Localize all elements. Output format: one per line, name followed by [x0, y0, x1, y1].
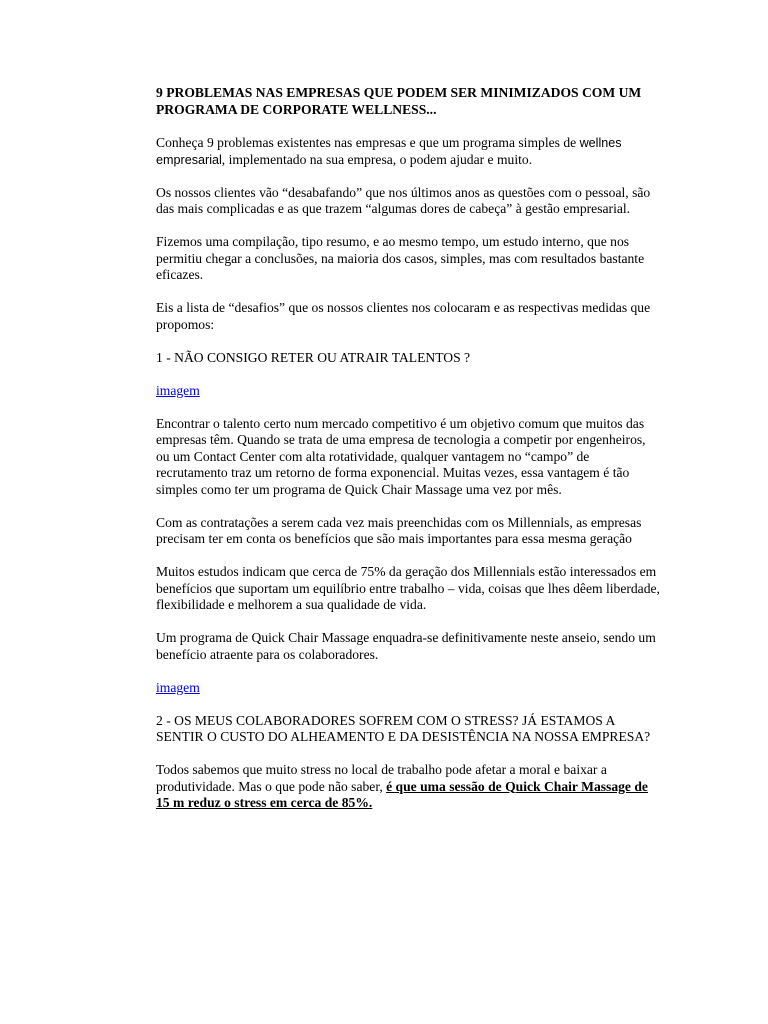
intro-paragraph	[156, 135, 661, 168]
intro-text-after: , implementado na sua empresa, o podem ajudar e muito.	[221, 151, 533, 167]
section-1-heading: 1 - NÃO CONSIGO RETER OU ATRAIR TALENTOS ?	[156, 349, 471, 365]
section-1-paragraph-1: Encontrar o talento certo num mercado competitivo é um objetivo comum que muitos das empresas têm. Quando se trata de uma empresa de tecnologia a competir por engenheiros, ou um Contact Center com alta rotatividade, qualquer vantagem no “campo” de recrutamento traz um retorno de forma exponencial. Muitas vezes, essa vantagem é tão simples como ter um programa de Quick Chair Massage uma vez por mês.	[156, 415, 646, 497]
section-2-text-before: Todos sabemos que muito stress no local de trabalho pode afetar a moral e baixar a produtividade. Mas o que pode não saber,	[156, 762, 607, 794]
document-page	[156, 85, 661, 828]
section-1-paragraph-3: Muitos estudos indicam que cerca de 75% da geração dos Millennials estão interessados em benefícios que suportam um equilíbrio entre trabalho – vida, coisas que lhes dêem liberdade, flexibilidade e melhorem a sua qualidade de vida.	[156, 564, 660, 612]
section-1-image-link-wrapper	[156, 383, 661, 400]
intro-text-before: Conheça 9 problemas existentes nas empresas e que um programa simples de	[156, 135, 580, 150]
section-2-heading: 2 - OS MEUS COLABORADORES SOFREM COM O STRESS? JÁ ESTAMOS A SENTIR O CUSTO DO ALHEAMENTO E DA DESISTÊNCIA NA NOSSA EMPRESA?	[156, 712, 651, 744]
section-1-image-link-2[interactable]: imagem	[156, 679, 200, 695]
section-2-emphasis: é que uma sessão de Quick Chair Massage de 15 m reduz o stress em cerca de 85%.	[156, 778, 648, 810]
section-1-paragraph-2: Com as contratações a serem cada vez mais preenchidas com os Millennials, as empresas precisam ter em conta os benefícios que são mais importantes para essa mesma geração	[156, 514, 642, 546]
section-1-image-link-2-wrapper	[156, 680, 661, 697]
paragraph-complaints: Os nossos clientes vão “desabafando” que nos últimos anos as questões com o pessoal, são das mais complicadas e as que trazem “algumas dores de cabeça” à gestão empresarial.	[156, 184, 651, 216]
paragraph-challenges: Eis a lista de “desafios” que os nossos clientes nos colocaram e as respectivas medidas que propomos:	[156, 300, 651, 332]
section-1-paragraph-4: Um programa de Quick Chair Massage enquadra-se definitivamente neste anseio, sendo um benefício atraente para os colaboradores.	[156, 630, 656, 662]
intro-emphasis: wellnes empresarial	[156, 136, 622, 167]
paragraph-study: Fizemos uma compilação, tipo resumo, e ao mesmo tempo, um estudo interno, que nos permitiu chegar a conclusões, na maioria dos casos, simples, mas com resultados bastante eficazes.	[156, 234, 645, 282]
section-2-paragraph-1	[156, 762, 661, 812]
document-title: 9 PROBLEMAS NAS EMPRESAS QUE PODEM SER MINIMIZADOS COM UM PROGRAMA DE CORPORATE WELLNESS...	[156, 85, 642, 117]
section-1-image-link[interactable]: imagem	[156, 382, 200, 398]
